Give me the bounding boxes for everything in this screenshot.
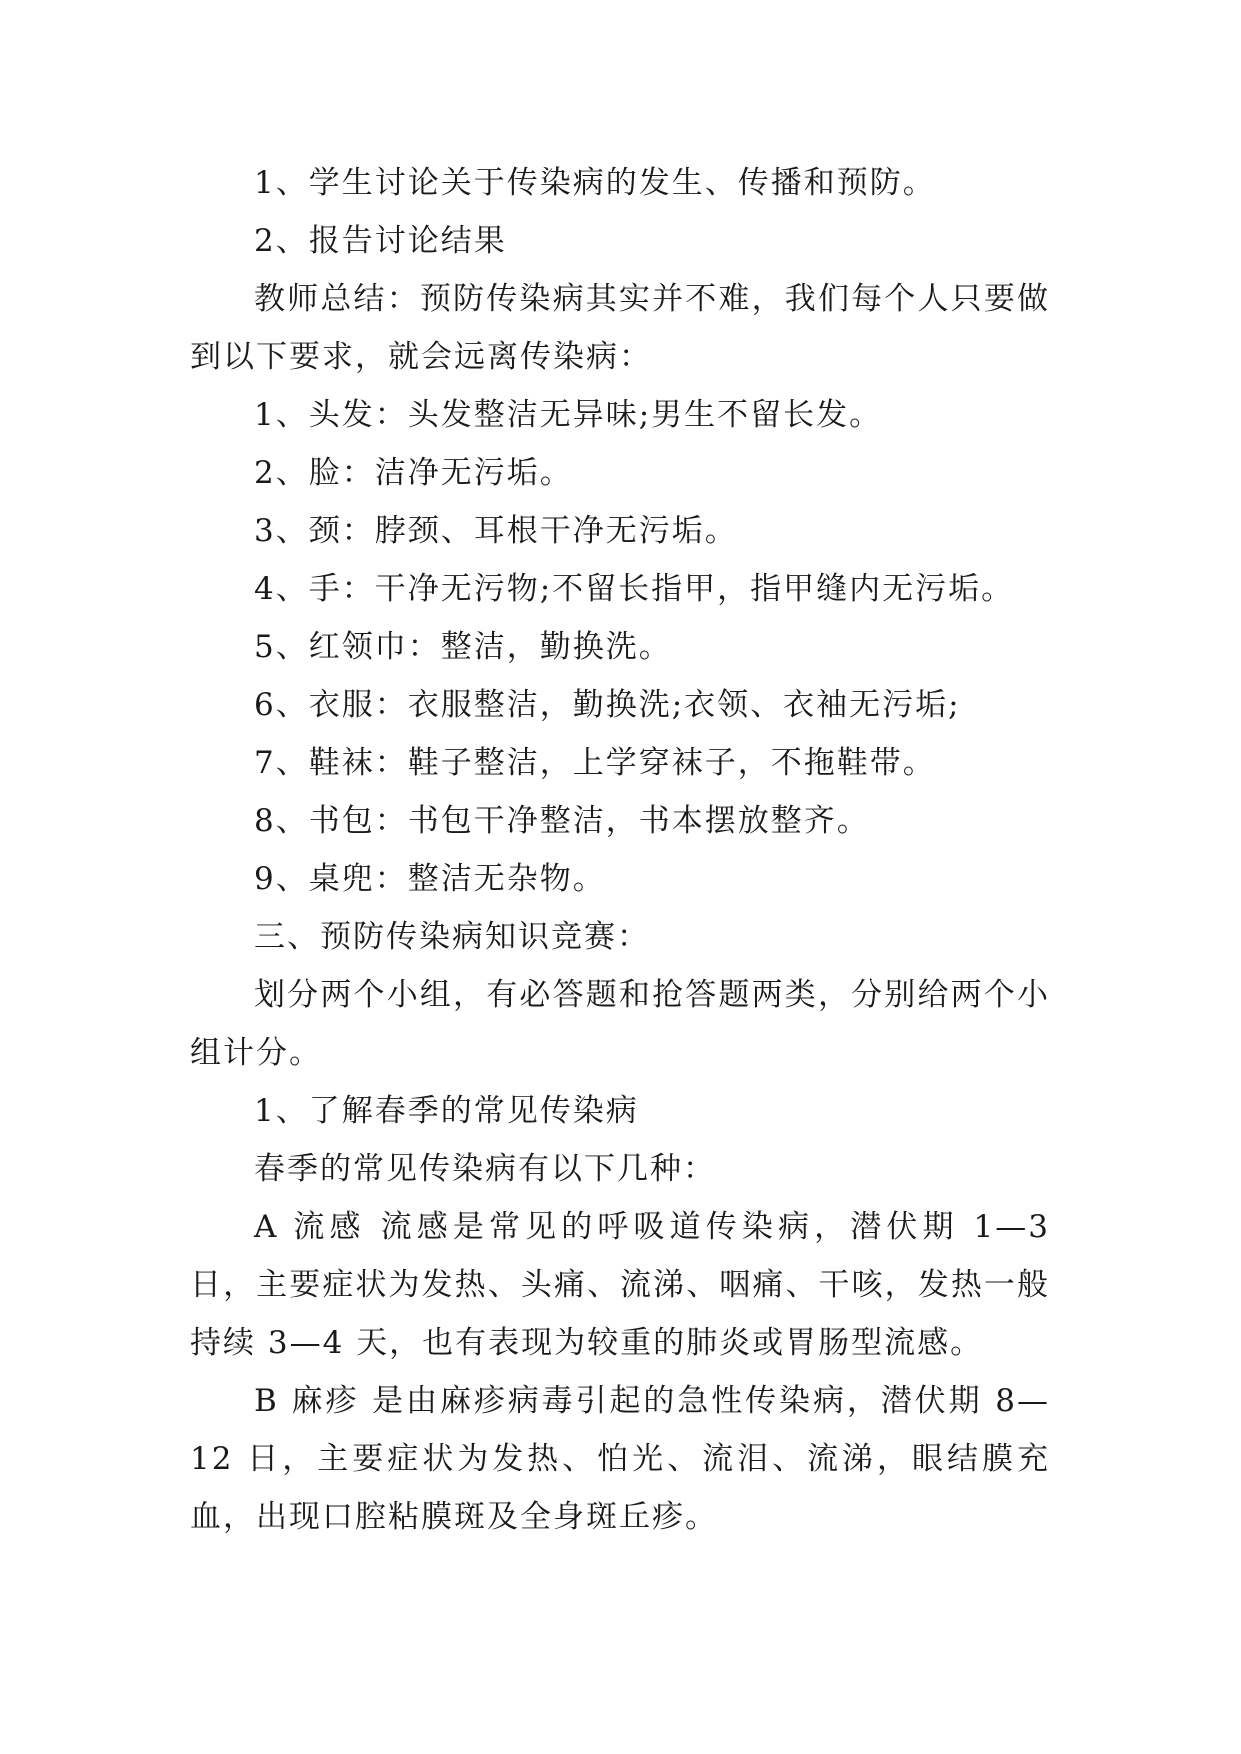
paragraph-discuss: 1、学生讨论关于传染病的发生、传播和预防。 (254, 165, 936, 201)
paragraph-spring-diseases-intro: 春季的常见传染病有以下几种： (254, 1151, 716, 1187)
paragraph-desk: 9、桌兜：整洁无杂物。 (254, 861, 606, 897)
paragraph-report: 2、报告讨论结果 (254, 223, 507, 259)
paragraph-schoolbag: 8、书包：书包干净整洁，书本摆放整齐。 (254, 803, 870, 839)
paragraph-teacher-summary: 教师总结：预防传染病其实并不难，我们每个人只要做到以下要求，就会远离传染病： (190, 281, 1050, 375)
paragraph-hands: 4、手：干净无污物;不留长指甲，指甲缝内无污垢。 (254, 571, 1015, 607)
paragraph-neck: 3、颈：脖颈、耳根干净无污垢。 (254, 513, 738, 549)
paragraph-influenza: A 流感 流感是常见的呼吸道传染病，潜伏期 1—3 日，主要症状为发热、头痛、流涕、咽痛、干咳，发热一般持续 3—4 天，也有表现为较重的肺炎或胃肠型流感。 (190, 1209, 1050, 1361)
paragraph-face: 2、脸：洁净无污垢。 (254, 455, 573, 491)
paragraph-quiz-groups: 划分两个小组，有必答题和抢答题两类，分别给两个小组计分。 (190, 977, 1050, 1071)
paragraph-measles: B 麻疹 是由麻疹病毒引起的急性传染病，潜伏期 8—12 日，主要症状为发热、怕光、流泪、流涕，眼结膜充血，出现口腔粘膜斑及全身斑丘疹。 (190, 1383, 1050, 1535)
section-heading-quiz: 三、预防传染病知识竞赛： (254, 919, 650, 955)
paragraph-red-scarf: 5、红领巾：整洁，勤换洗。 (254, 629, 672, 665)
paragraph-spring-diseases-heading: 1、了解春季的常见传染病 (254, 1093, 639, 1129)
paragraph-hair: 1、头发：头发整洁无异味;男生不留长发。 (254, 397, 883, 433)
paragraph-shoes-socks: 7、鞋袜：鞋子整洁，上学穿袜子，不拖鞋带。 (254, 745, 936, 781)
document-body (190, 154, 1050, 1546)
paragraph-clothes: 6、衣服：衣服整洁，勤换洗;衣领、衣袖无污垢; (254, 687, 961, 723)
